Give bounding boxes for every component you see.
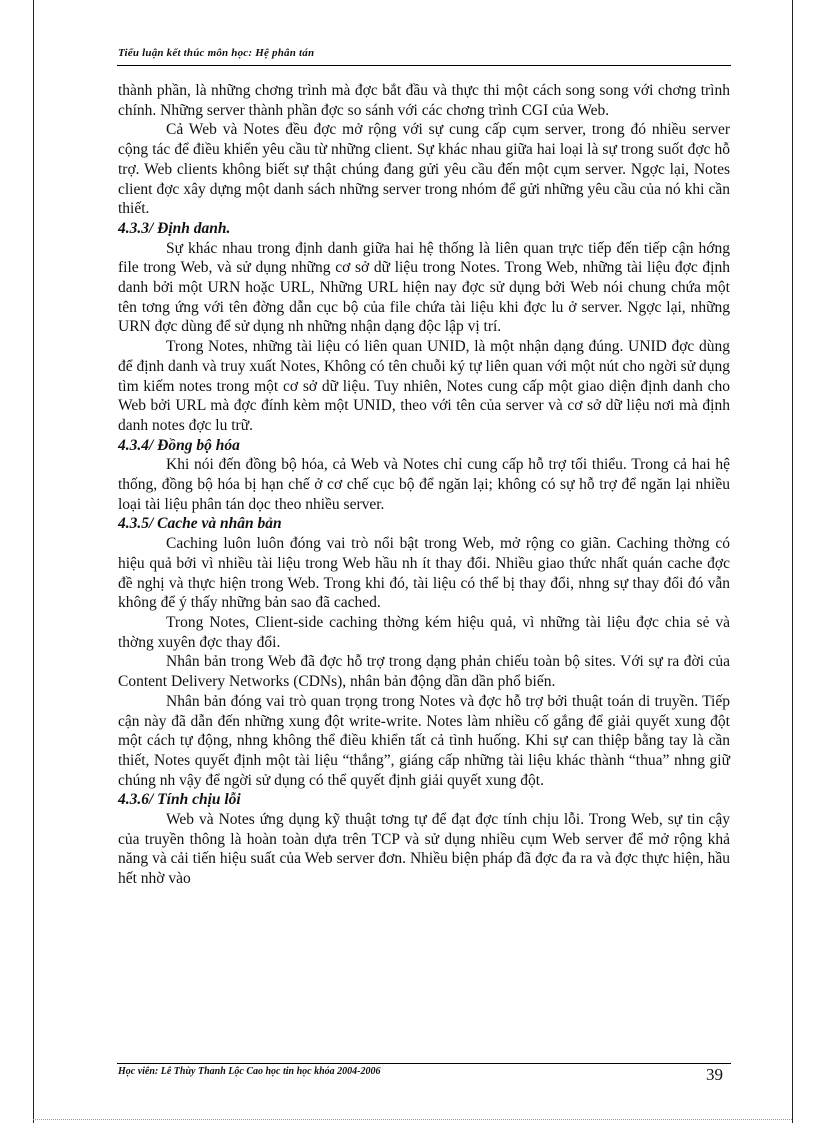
paragraph: Cả Web và Notes đều đợc mở rộng với sự cung cấp cụm server, trong đó nhiều server cộng tác để điều khiển yêu cầu từ những client. Sự khác nhau giữa hai loại là sự trong suốt đợc hỗ trợ. Web clients không biết sự thật chúng đang gửi yêu cầu đến một cụm server. Ngợc lại, Notes client đợc xây dựng một danh sách những server trong nhóm để gửi những yêu cầu của nó khi cần thiết. <box>118 121 730 218</box>
paragraph: Web và Notes ứng dụng kỹ thuật tơng tự để đạt đợc tính chịu lỗi. Trong Web, sự tin cậy của truyền thông là hoàn toàn dựa trên TCP và sử dụng nhiều cụm Web server để mở rộng khả năng và cải tiến hiệu suất của Web server đơn. Nhiều biện pháp đã đợc đa ra và đợc thực hiện, hầu hết nhờ vào <box>118 811 730 888</box>
page-border-right <box>792 0 793 1123</box>
page-edge-dotted <box>33 1119 792 1120</box>
section-heading: 4.3.6/ Tính chịu lỗi <box>118 791 241 809</box>
section-heading: 4.3.4/ Đồng bộ hóa <box>118 436 240 454</box>
paragraph: Sự khác nhau trong định danh giữa hai hệ thống là liên quan trực tiếp đến tiếp cận hớng file trong Web, và sử dụng những cơ sở dữ liệu trong Notes. Trong Web, những tài liệu đợc định danh bởi một URN hoặc URL, Những URL hiện nay đợc sử dụng bởi Web nói chung chứa một tên tơng ứng với tên đờng dẫn cục bộ của file chứa tài liệu khi đợc lu ở server. Ngợc lại, những URN đợc dùng để sử dụng nh những nhận dạng độc lập vị trí. <box>118 239 730 336</box>
paragraph: thành phần, là những chơng trình mà đợc bắt đầu và thực thi một cách song song với chơng trình chính. Những server thành phần đợc so sánh với các chơng trình CGI của Web. <box>118 82 730 119</box>
page-border-left <box>33 0 34 1123</box>
paragraph: Trong Notes, Client-side caching thờng kém hiệu quả, vì những tài liệu đợc chia sẻ và thờng xuyên đợc thay đổi. <box>118 613 730 651</box>
paragraph: Trong Notes, những tài liệu có liên quan UNID, là một nhận dạng đúng. UNID đợc dùng để định danh và truy xuất Notes, Không có tên chuỗi ký tự liên quan với một nút cho ngời sử dụng tìm kiếm notes trong một cơ sở dữ liệu. Tuy nhiên, Notes cung cấp một giao diện định danh cho Web bởi URL mà đợc đính kèm một UNID, theo với tên của server và cơ sở dữ liệu nơi mà định danh notes đợc lu trữ. <box>118 338 730 434</box>
header-rule <box>117 65 731 66</box>
paragraph: Nhân bản đóng vai trò quan trọng trong Notes và đợc hỗ trợ bởi thuật toán di truyền. Tiếp cận này đã dẫn đến những xung đột write-write. Notes làm nhiều cố gắng để giải quyết xung đột một cách tự động, nhng không thể điều khiển tất cả tình huống. Khi sự can thiệp bằng tay là cần thiết, Notes quyết định một tài liệu “thắng”, giáng cấp những tài liệu khác thành “thua” nhng giữ chúng nh vậy để ngời sử dụng có thể quyết định giải quyết xung đột. <box>118 692 730 789</box>
footer-rule <box>117 1063 731 1064</box>
paragraph: Caching luôn luôn đóng vai trò nổi bật trong Web, mở rộng co giãn. Caching thờng có hiệu quả bởi vì nhiều tài liệu trong Web hầu nh ít thay đổi. Nhiều giao thức nhất quán cache đợc đề nghị và thực hiện trong Web. Trong khi đó, tài liệu có thể bị thay đổi, nhng sự thay đổi đó vẫn không để ý thấy những bản sao đã cached. <box>118 535 730 612</box>
paragraph: Khi nói đến đồng bộ hóa, cả Web và Notes chỉ cung cấp hỗ trợ tối thiểu. Trong cả hai hệ thống, đồng bộ hóa bị hạn chế ở cơ chế cục bộ để ngăn lại; không có sự hỗ trợ để ngăn lại nhiều loại tài liệu phân tán dọc theo nhiều server. <box>118 456 730 513</box>
page-number: 39 <box>706 1065 723 1084</box>
running-footer: Học viên: Lê Thùy Thanh Lộc Cao học tin học khóa 2004-2006 <box>118 1066 381 1077</box>
section-heading: 4.3.5/ Cache và nhân bản <box>118 515 282 533</box>
paragraph: Nhân bản trong Web đã đợc hỗ trợ trong dạng phản chiếu toàn bộ sites. Với sự ra đời của Content Delivery Networks (CDNs), nhân bản động dần dần phổ biến. <box>118 653 730 691</box>
document-body <box>118 81 730 889</box>
section-heading: 4.3.3/ Định danh. <box>118 219 231 237</box>
running-header: Tiểu luận kết thúc môn học: Hệ phân tán <box>118 47 315 59</box>
